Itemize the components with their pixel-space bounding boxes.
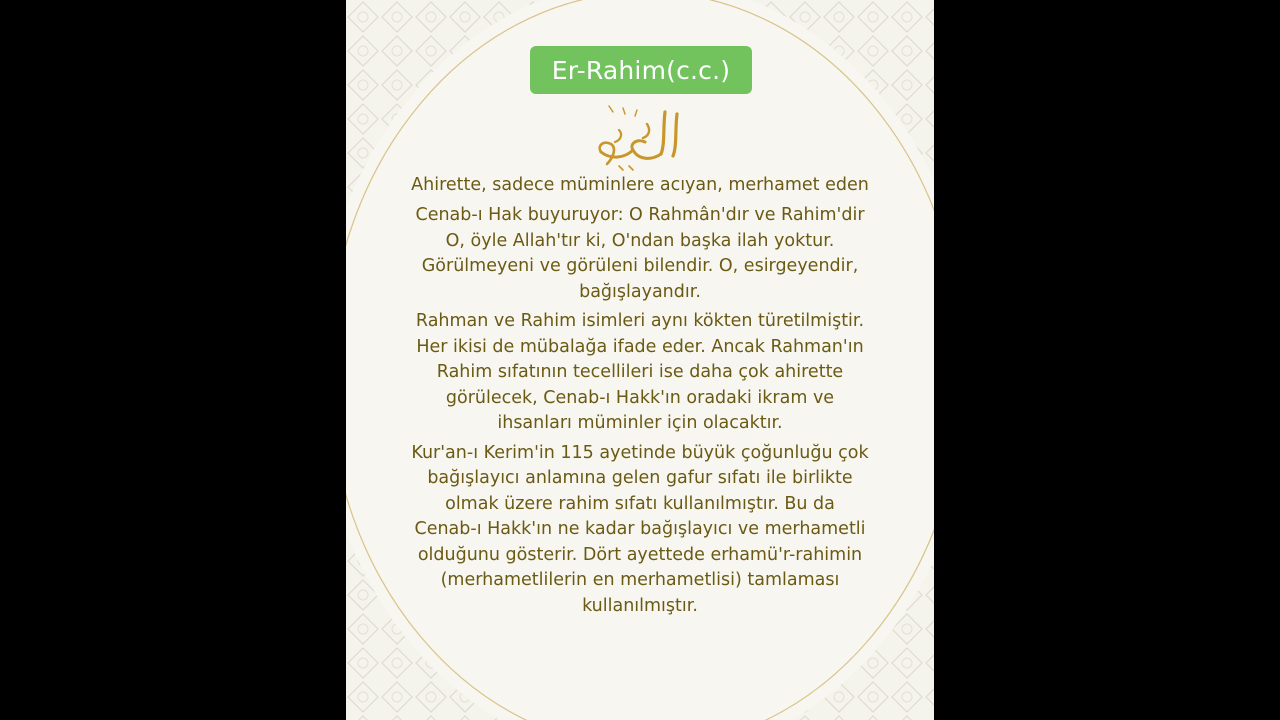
paragraph-2: Cenab-ı Hak buyuruyor: O Rahmân'dır ve Rahim'dir O, öyle Allah'tır ki, O'ndan başka ilah yoktur. Görülmeyeni ve görüleni bilendir. O, esirgeyendir, bağışlayandır.	[415, 205, 865, 302]
calligraphy-text: الرحيم	[639, 140, 643, 141]
title-badge: Er-Rahim(c.c.)	[530, 46, 752, 94]
paragraph-4: Kur'an-ı Kerim'in 115 ayetinde büyük çoğunluğu çok bağışlayıcı anlamına gelen gafur sıfatı ile birlikte olmak üzere rahim sıfatı kullanılmıştır. Bu da Cenab-ı Hakk'ın ne kadar bağışlayıcı ve merhametli olduğunu gösterir. Dört ayettede erhamü'r-rahimin (merhametlilerin en merhametlisi) tamlaması kullanılmıştır.	[411, 442, 869, 616]
arabic-calligraphy-er-rahim	[589, 100, 693, 176]
body-text	[376, 172, 904, 623]
content-card	[346, 0, 934, 720]
paragraph-3: Rahman ve Rahim isimleri aynı kökten türetilmiştir. Her ikisi de mübalağa ifade eder. Ancak Rahman'ın Rahim sıfatının tecellileri ise daha çok ahirette görülecek, Cenab-ı Hakk'ın oradaki ikram ve ihsanları müminler için olacaktır.	[415, 311, 865, 433]
paragraph-1: Ahirette, sadece müminlere acıyan, merhamet eden	[411, 175, 869, 195]
